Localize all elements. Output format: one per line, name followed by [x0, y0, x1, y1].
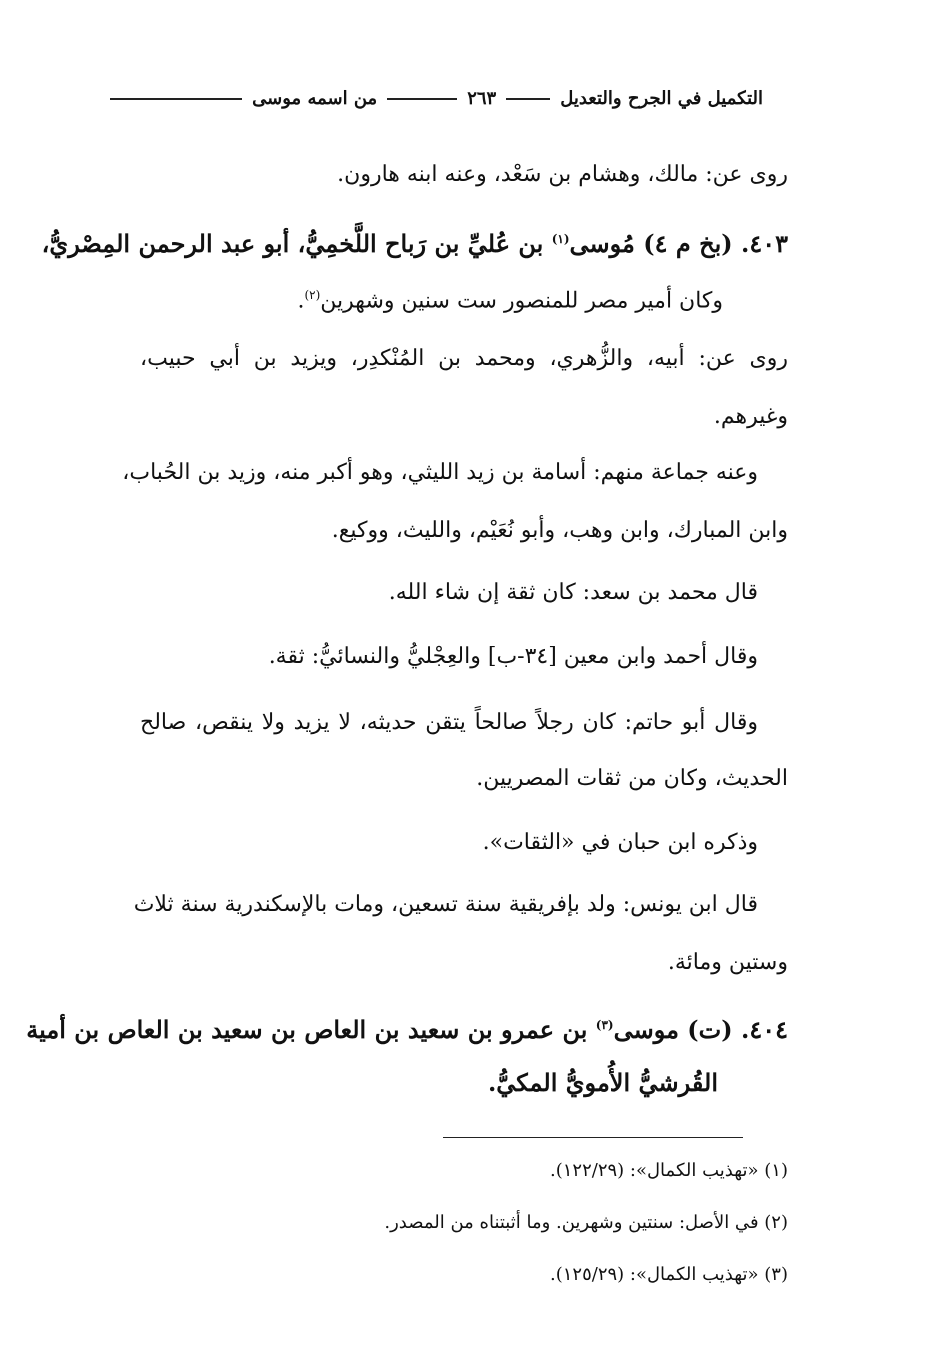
- entry-number: ٤٠٤.: [740, 1015, 788, 1044]
- footnote: (٣) «تهذيب الكمال»: (١٢٥/٢٩).: [550, 1264, 788, 1285]
- entry-403-heading: [42, 224, 788, 259]
- paragraph-line: وغيرهم.: [713, 404, 788, 429]
- paragraph-line: وابن المبارك، وابن وهب، وأبو نُعَيْم، والليث، ووكيع.: [331, 518, 788, 543]
- paragraph-line: وقال أحمد وابن معين [٣٤-ب] والعِجْليُّ والنسائيُّ: ثقة.: [268, 644, 758, 669]
- entry-404-heading: [26, 1010, 788, 1045]
- entry-name: (ت) موسى: [613, 1015, 733, 1044]
- paragraph-line: وذكره ابن حبان في «الثقات».: [482, 830, 758, 855]
- footnote-mark: (٢): [304, 288, 321, 302]
- paragraph-line: الحديث، وكان من ثقات المصريين.: [476, 766, 788, 791]
- entry-name-rest: بن عمرو بن سعيد بن العاص بن سعيد بن العاص بن أمية: [26, 1015, 588, 1044]
- running-header: [110, 88, 763, 109]
- text: .: [297, 288, 305, 314]
- page-number: ٢٦٣: [467, 88, 497, 109]
- entry-number: ٤٠٣.: [740, 229, 788, 258]
- paragraph-line: وقال أبو حاتم: كان رجلاً صالحاً يتقن حديثه، لا يزيد ولا ينقص، صالح: [140, 710, 758, 735]
- book-title: التكميل في الجرح والتعديل: [560, 88, 763, 109]
- paragraph-line: وعنه جماعة منهم: أسامة بن زيد الليثي، وهو أكبر منه، وزيد بن الحُباب،: [122, 460, 758, 485]
- text-line: روى عن: مالك، وهشام بن سَعْد، وعنه ابنه هارون.: [337, 162, 788, 187]
- footnote-mark: (١): [551, 232, 570, 246]
- entry-name-rest: بن عُليِّ بن رَباح اللَّخمِيُّ، أبو عبد الرحمن المِصْريُّ،: [41, 229, 544, 258]
- header-rule: [110, 98, 242, 100]
- footnote-separator: [443, 1137, 743, 1138]
- footnote: (٢) في الأصل: سنتين وشهرين. وما أثبتناه من المصدر.: [384, 1212, 788, 1233]
- entry-403-line2: [297, 280, 723, 316]
- text: وكان أمير مصر للمنصور ست سنين وشهرين: [320, 288, 723, 314]
- section-title: من اسمه موسى: [252, 88, 378, 109]
- entry-404-line2: القُرشيُّ الأُمويُّ المكيُّ.: [487, 1068, 718, 1097]
- paragraph-line: قال محمد بن سعد: كان ثقة إن شاء الله.: [388, 580, 758, 605]
- entry-name: (بخ م ٤) مُوسى: [569, 229, 733, 258]
- footnote: (١) «تهذيب الكمال»: (١٢٢/٢٩).: [550, 1160, 788, 1181]
- paragraph-line: روى عن: أبيه، والزُّهري، ومحمد بن المُنْكدِر، ويزيد بن أبي حبيب،: [140, 346, 788, 371]
- header-rule: [387, 98, 457, 100]
- paragraph-line: قال ابن يونس: ولد بإفريقية سنة تسعين، ومات بالإسكندرية سنة ثلاث: [133, 892, 758, 917]
- footnote-mark: (٣): [595, 1018, 614, 1032]
- header-rule: [506, 98, 550, 100]
- paragraph-line: وستين ومائة.: [667, 950, 788, 975]
